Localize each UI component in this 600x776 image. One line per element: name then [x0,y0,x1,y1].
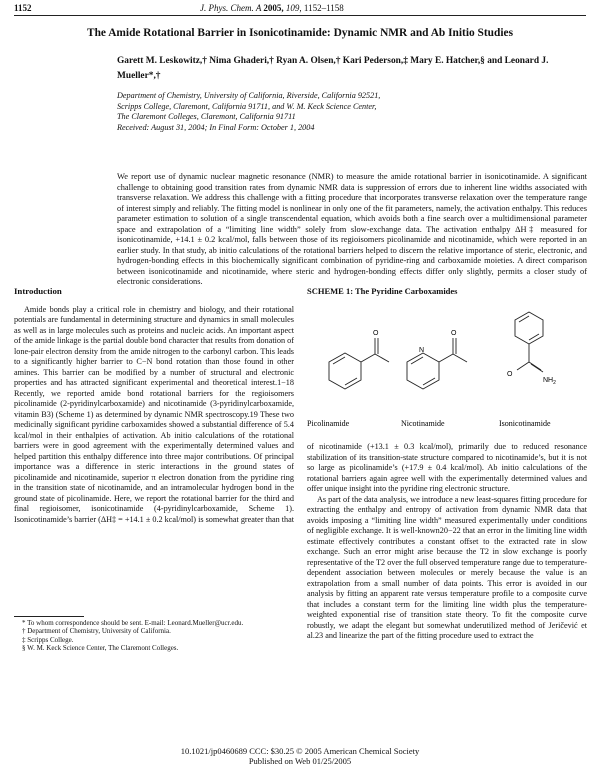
nicotinamide-oxygen: O [451,330,457,337]
journal-year: 2005, [263,3,284,13]
right-paragraph: As part of the data analysis, we introduce a new least-squares fitting procedure for extracting the enthalpy and entropy of activation from dynamic NMR data that avoids imposing a “limiting line width” measured experimentally under conditions of negligible exchange. It is well-known20−22 that an error in the limiting line width estimate effectively contributes a constant offset to the extracted rate in slow exchange. Such an error might arise because the T2 in slow exchange is poorly representative of the T2 over the full observed temperature range due to temperature-dependent association between molecules or merely because the value is an extrapolation from a small number of data points. This error is avoided in our analysis by fitting an apparent rate versus temperature profile to a composite curve that includes a constant term for the limiting line width plus the temperature-weighted exponential rise of transition state theory. To fit the composite curve robustly, we adapt the elegant but somewhat underutilized method of Jeričević et al.23 and linearize the part of the fitting procedure used to extract the [307,494,587,640]
picolinamide-oxygen: O [373,330,379,337]
journal-name: J. Phys. Chem. A [200,3,262,13]
picolinamide-label: Picolinamide [307,419,350,428]
affiliation-line: Scripps College, Claremont, California 91711, and W. M. Keck Science Center, [117,101,377,111]
received-dates: Received: August 31, 2004; In Final Form: October 1, 2004 [117,122,315,132]
journal-volume: 109, [285,3,302,13]
published-line: Published on Web 01/25/2005 [248,756,352,766]
affiliations [117,91,567,133]
right-column [307,442,587,642]
scheme-figure [307,300,587,440]
isonicotinamide-amine: $NH_2$ [543,377,556,386]
footnote: § W. M. Keck Science Center, The Claremont Colleges. [22,643,179,652]
footnote: * To whom correspondence should be sent. E-mail: Leonard.Mueller@ucr.edu. [22,619,244,627]
author-list: Garett M. Leskowitz,† Nima Ghaderi,† Ryan A. Olsen,† Kari Pederson,‡ Mary E. Hatcher,§ and Leonard J. Mueller*,† [117,56,549,81]
paper-title: The Amide Rotational Barrier in Isonicotinamide: Dynamic NMR and Ab Initio Studies [86,27,514,39]
isonicotinamide-label: Isonicotinamide [499,419,551,428]
introduction-paragraph: Amide bonds play a critical role in chemistry and biology, and their rotational potentials are fundamental in determining structure and dynamics in small molecules as well as in large molecules such as proteins and nucleic acids. An important aspect of the amide linkage is the partial double bond character that results from donation of lone-pair electron density from the amide nitrogen to the carbonyl carbon. This leads to a significantly higher barrier to C−N bond rotation than those found in other amines. This barrier can be modified by a number of structural and electronic properties and has attracted significant experimental and theoretical interest.1−18 Recently, we reported amide bond rotational barriers for the regioisomers picolinamide (2-pyridinylcarboxamide) and nicotinamide (3-pyridinylcarboxamide, vitamin B3) (Scheme 1) as determined by dynamic NMR spectroscopy.19 These two medicinally significant pyridine carboxamides showed a substantial difference of 5.4 kcal/mol in their enthalpies of activation. Ab initio calculations of the rotational barriers were in good agreement with the experimentally determined values and helped partition this enthalpy difference into three major contributions. Of principal importance was a difference in steric interactions in the ground states of picolinamide and nicotinamide, superior π electron donation from the pyridine ring in the transition state of nicotinamide, and an intramolecular hydrogen bond in the ground state of picolinamide. Here, we report the rotational barrier for the third and final regioisomer, isonicotinamide (4-pyridinylcarboxamide, Scheme 1). Isonicotinamide’s barrier (ΔH‡ = +14.1 ± 0.2 kcal/mol) is somewhat greater than that [14,304,295,524]
isonicotinamide-structure [515,312,543,372]
nicotinamide-nitrogen: N [419,347,425,354]
abstract: We report use of dynamic nuclear magnetic resonance (NMR) to measure the amide rotational barrier in isonicotinamide. A significant challenge to obtaining good transition rates from dynamic NMR data is suppression of errors due to inherent line widths associated with transverse relaxation. We address this challenge with a fitting procedure that incorporates transverse relaxation over the temperature range of interest simply and reliably. The fitting model is nonlinear in only one of the fit parameters, namely, the activation enthalpy. This reduces parameter estimation to solution of a single transcendental equation, which avoids both a fine search over a multidimensional parameter space and extrapolation of a “limiting line width” solely from slow-exchange data. The activation enthalpy ΔH‡ measured for isonicotinamide, +14.1 ± 0.2 kcal/mol, falls between those of its regioisomers picolinamide and nicotinamide, which were reported in an earlier study. In that study, ab initio calculations of the rotational barriers helped to discern the relative importance of steric, electronic, and hydrogen-bonding effects in this biochemically significant combination of pyridine-ring and carboxamide moieties. A direct comparison between isonicotinamide and nicotinamide, where steric and hydrogen-bonding effects differ only slightly, permits a closer study of electronic considerations. [117,172,587,286]
footnote: ‡ Scripps College. [22,635,74,644]
nicotinamide-structure [407,338,467,389]
footnote-rule [14,616,84,617]
header-rule [14,15,586,16]
nicotinamide-label: Nicotinamide [401,419,445,428]
journal-citation [200,3,344,13]
doi-line: 10.1021/jp0460689 CCC: $30.25 © 2005 American Chemical Society [180,746,420,756]
footnotes [14,619,294,652]
page-footer [14,746,586,766]
isonicotinamide-oxygen: O [507,371,513,378]
page-number: 1152 [14,3,32,13]
introduction-heading: Introduction [14,286,62,296]
affiliation-line: Department of Chemistry, University of California, Riverside, California 92521, [117,91,381,100]
scheme-heading: SCHEME 1: The Pyridine Carboxamides [307,286,458,296]
picolinamide-structure [329,338,389,389]
footnote: † Department of Chemistry, University of California. [22,627,171,636]
journal-pages: 1152–1158 [303,3,344,13]
introduction-column [14,286,294,525]
affiliation-line: The Claremont Colleges, Claremont, California 91711 [117,112,296,121]
right-paragraph: of nicotinamide (+13.1 ± 0.3 kcal/mol), primarily due to reduced resonance stabilization of its transition-state structure compared to nicotinamide’s, but it is not so large as picolinamide’s (+17.9 ± 0.4 kcal/mol). Ab initio calculations of the rotational barriers again agree well with the experimentally determined values and offer unique insight into the pyridine ring electronic structure. [307,442,587,493]
scheme-caption [307,286,587,296]
